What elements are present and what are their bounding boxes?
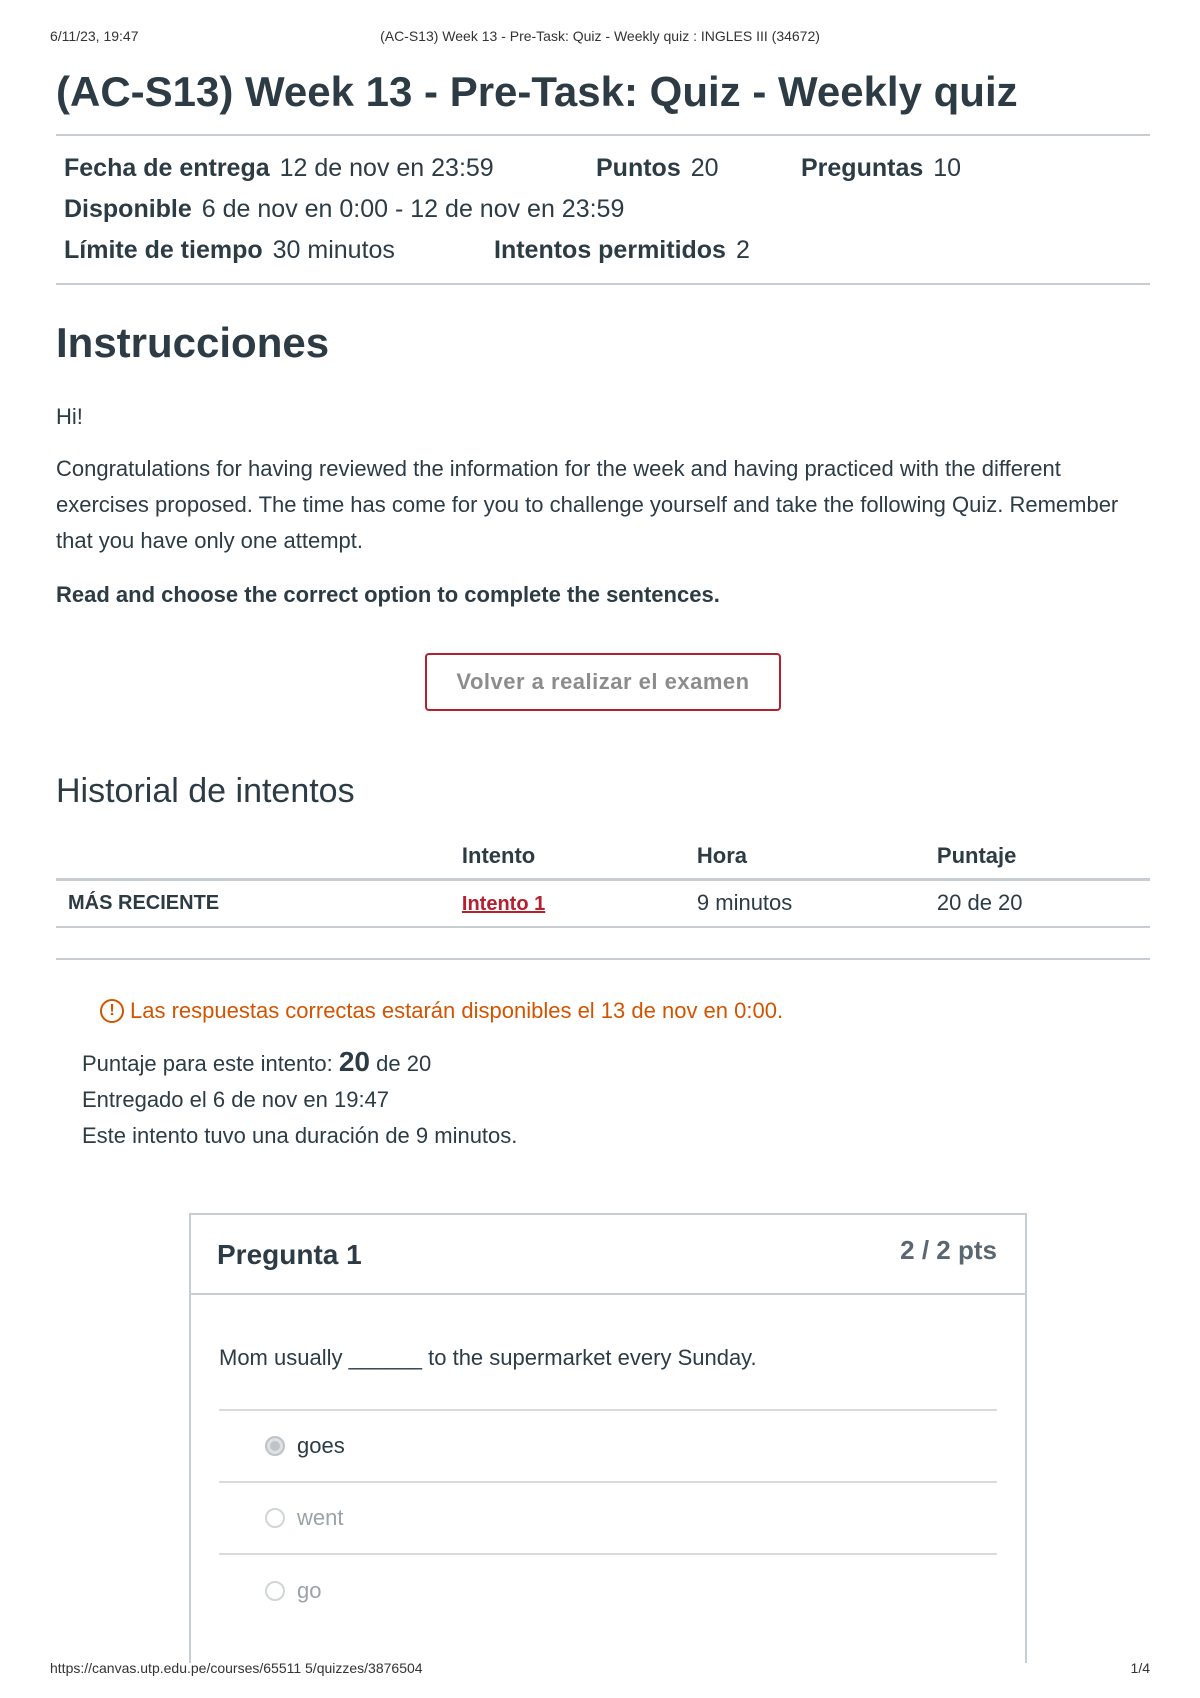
table-row [56, 879, 1150, 927]
answer-label: go [297, 1578, 322, 1603]
attempt-score-block [82, 1044, 1150, 1154]
quiz-content [56, 60, 1150, 1154]
instructions-directive: Read and choose the correct option to complete the sentences. [56, 582, 720, 607]
details-row-1 [64, 148, 1142, 189]
answer-option[interactable] [219, 1483, 997, 1555]
question-header [191, 1215, 1025, 1295]
notice-text: Las respuestas correctas estarán disponibles el 13 de nov en 0:00. [130, 998, 784, 1023]
quiz-details [56, 136, 1150, 283]
details-divider [56, 283, 1150, 285]
attempt-score [82, 1044, 1150, 1082]
instructions-heading: Instrucciones [56, 319, 330, 366]
print-date: 6/11/23, 19:47 [50, 28, 139, 44]
row-recent-label: MÁS RECIENTE [56, 879, 462, 927]
score-prefix: Puntaje para este intento: [82, 1051, 333, 1076]
submitted-at: Entregado el 6 de nov en 19:47 [82, 1087, 390, 1112]
attempt-duration: Este intento tuvo una duración de 9 minutos. [82, 1123, 518, 1148]
print-page-number: 1/4 [1130, 1660, 1150, 1676]
answers-availability-notice [100, 998, 1150, 1024]
retake-quiz-button[interactable]: Volver a realizar el examen [425, 653, 781, 711]
answer-option[interactable] [219, 1411, 997, 1483]
row-attempt-cell [462, 879, 697, 927]
row-time: 9 minutos [697, 879, 937, 927]
row-score: 20 de 20 [937, 879, 1150, 927]
instructions-greeting: Hi! [56, 404, 83, 429]
answer-list [219, 1409, 997, 1627]
allowed-attempts [494, 230, 750, 271]
allowed-attempts-value: 2 [735, 236, 750, 264]
questions-count [801, 148, 961, 189]
question-body [191, 1343, 1025, 1627]
allowed-attempts-label: Intentos permitidos [494, 236, 726, 264]
time-limit [64, 230, 494, 271]
score-value: 20 [338, 1046, 371, 1077]
details-row-2 [64, 189, 1142, 230]
availability-value: 6 de nov en 0:00 - 12 de nov en 23:59 [201, 195, 625, 223]
questions-value: 10 [933, 154, 962, 182]
time-limit-label: Límite de tiempo [64, 236, 263, 264]
answer-label: went [297, 1505, 344, 1530]
attempt-1-link[interactable]: Intento 1 [461, 893, 546, 916]
points [596, 148, 801, 189]
retake-wrap [56, 653, 1150, 711]
attempt-history-heading: Historial de intentos [56, 772, 355, 810]
due-date-value: 12 de nov en 23:59 [279, 154, 494, 182]
exclamation-circle-icon: ! [100, 999, 124, 1023]
question-text: Mom usually ______ to the supermarket every Sunday. [219, 1345, 757, 1370]
radio-empty-icon[interactable] [265, 1581, 285, 1601]
question-card [189, 1213, 1027, 1663]
availability [64, 189, 624, 230]
table-header-row [56, 835, 1150, 879]
col-header-label [56, 835, 462, 879]
question-name: Pregunta 1 [217, 1239, 362, 1270]
time-limit-value: 30 minutos [272, 236, 395, 264]
print-footer [50, 1660, 1150, 1680]
print-header [50, 28, 1150, 48]
col-header-score: Puntaje [937, 835, 1150, 879]
question-points: 2 / 2 pts [900, 1235, 997, 1265]
points-label: Puntos [596, 154, 681, 182]
radio-selected-icon[interactable] [265, 1436, 285, 1456]
print-url: https://canvas.utp.edu.pe/courses/65511 5/quizzes/3876504 [50, 1660, 423, 1676]
quiz-title: (AC-S13) Week 13 - Pre-Task: Quiz - Weekly quiz [56, 68, 1018, 115]
details-row-3 [64, 230, 1142, 271]
attempt-history-table [56, 835, 1150, 928]
points-value: 20 [690, 154, 719, 182]
answer-label: goes [297, 1433, 345, 1458]
print-page-title: (AC-S13) Week 13 - Pre-Task: Quiz - Weekly quiz : INGLES III (34672) [380, 28, 820, 44]
col-header-time: Hora [697, 835, 937, 879]
availability-label: Disponible [64, 195, 192, 223]
col-header-attempt: Intento [462, 835, 697, 879]
questions-label: Preguntas [801, 154, 924, 182]
due-date-label: Fecha de entrega [64, 154, 270, 182]
history-divider [56, 958, 1150, 960]
answer-option[interactable] [219, 1555, 997, 1627]
due-date [64, 148, 596, 189]
radio-empty-icon[interactable] [265, 1508, 285, 1528]
score-suffix: de 20 [376, 1051, 432, 1076]
instructions-body: Congratulations for having reviewed the information for the week and having practiced with the different exercises proposed. The time has come for you to challenge yourself and take the following Quiz. Remember that you have only one attempt. [56, 456, 1119, 553]
